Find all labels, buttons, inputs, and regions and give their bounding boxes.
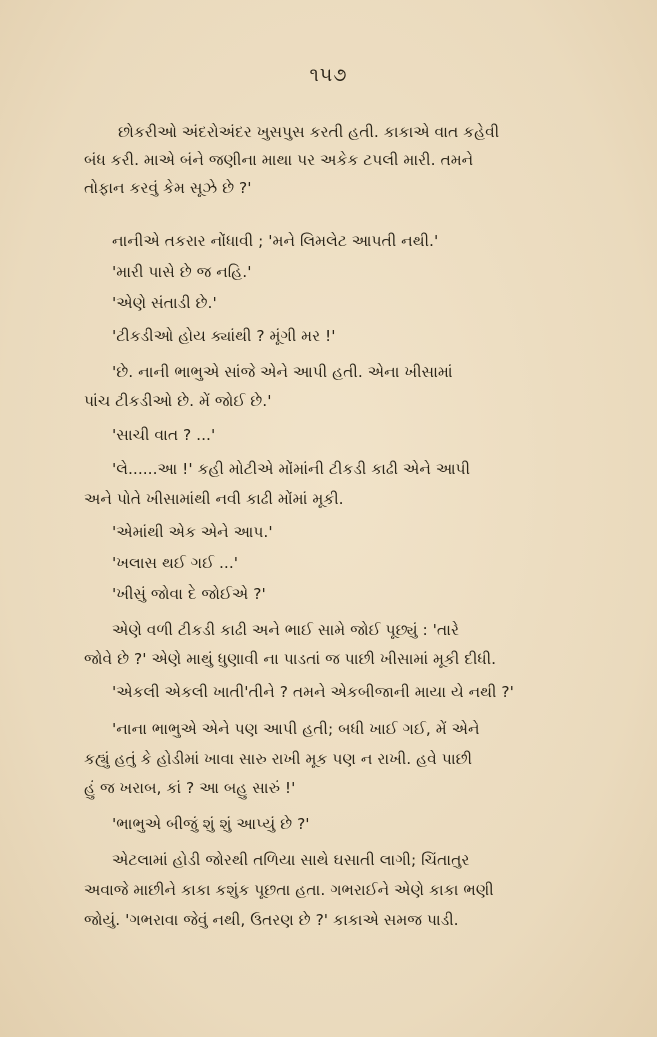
text-line: 'છે. નાની ભાભુએ સાંજે એને આપી હતી. એના ખીસામાં <box>112 363 453 381</box>
text-line: હું જ ખરાબ, કાં ? આ બહુ સારું !' <box>84 779 296 797</box>
text-line: છોકરીઓ અંદરોઅંદર ખુસપુસ કરતી હતી. કાકાએ વાત કહેવી <box>118 123 500 141</box>
text-line: જોયું. 'ગભરાવા જેવું નથી, ઉતરણ છે ?' કાકાએ સમજ પાડી. <box>84 911 459 929</box>
page-number: ૧૫૭ <box>309 64 348 86</box>
text-line: બંધ કરી. માએ બંને જણીના માથા પર અકેક ટપલી મારી. તમને <box>84 151 474 169</box>
text-line: અવાજે માછીને કાકા કશુંક પૂછતા હતા. ગભરાઈને એણે કાકા ભણી <box>84 881 494 899</box>
text-line: કહ્યું હતું કે હોડીમાં ખાવા સારુ રાખી મૂક પણ ન રાખી. હવે પાછી <box>84 750 473 768</box>
text-line: 'મારી પાસે છે જ નહિ.' <box>112 263 252 281</box>
text-line: 'ખીસું જોવા દે જોઈએ ?' <box>112 585 266 603</box>
text-line: 'ખલાસ થઈ ગઈ ...' <box>112 554 239 572</box>
text-line: 'સાચી વાત ? ...' <box>112 426 216 444</box>
text-line: જોવે છે ?' એણે માથું ધુણાવી ના પાડતાં જ પાછી ખીસામાં મૂકી દીધી. <box>84 650 497 668</box>
text-line: એણે વળી ટીકડી કાઢી અને ભાઈ સામે જોઈ પૂછ્યું : 'તારે <box>112 621 459 639</box>
text-line: 'લે......આ !' કહી મોટીએ મોંમાંની ટીકડી કાઢી એને આપી <box>112 460 471 478</box>
text-line: પાંચ ટીકડીઓ છે. મેં જોઈ છે.' <box>84 392 272 410</box>
text-line: 'એણે સંતાડી છે.' <box>112 294 217 312</box>
text-line: 'એકલી એકલી ખાતી'તીને ? તમને એકબીજાની માયા યે નથી ?' <box>112 683 514 701</box>
text-line: તોફાન કરવું કેમ સૂઝે છે ?' <box>84 179 252 197</box>
text-line: 'નાના ભાભુએ એને પણ આપી હતી; બધી ખાઈ ગઈ, મેં એને <box>112 720 480 738</box>
text-line: 'ટીકડીઓ હોય ક્યાંથી ? મૂંગી મર !' <box>112 327 336 345</box>
text-line: 'એમાંથી એક એને આપ.' <box>112 523 273 541</box>
text-line: એટલામાં હોડી જોરથી તળિયા સાથે ઘસાતી લાગી; ચિંતાતુર <box>112 851 470 869</box>
text-line: નાનીએ તકરાર નોંધાવી ; 'મને લિમલેટ આપતી નથી.' <box>112 232 439 250</box>
text-line: 'ભાભુએ બીજું શું શું આપ્યું છે ?' <box>112 815 310 833</box>
text-line: અને પોતે ખીસામાંથી નવી કાઢી મોંમાં મૂકી. <box>84 490 344 508</box>
